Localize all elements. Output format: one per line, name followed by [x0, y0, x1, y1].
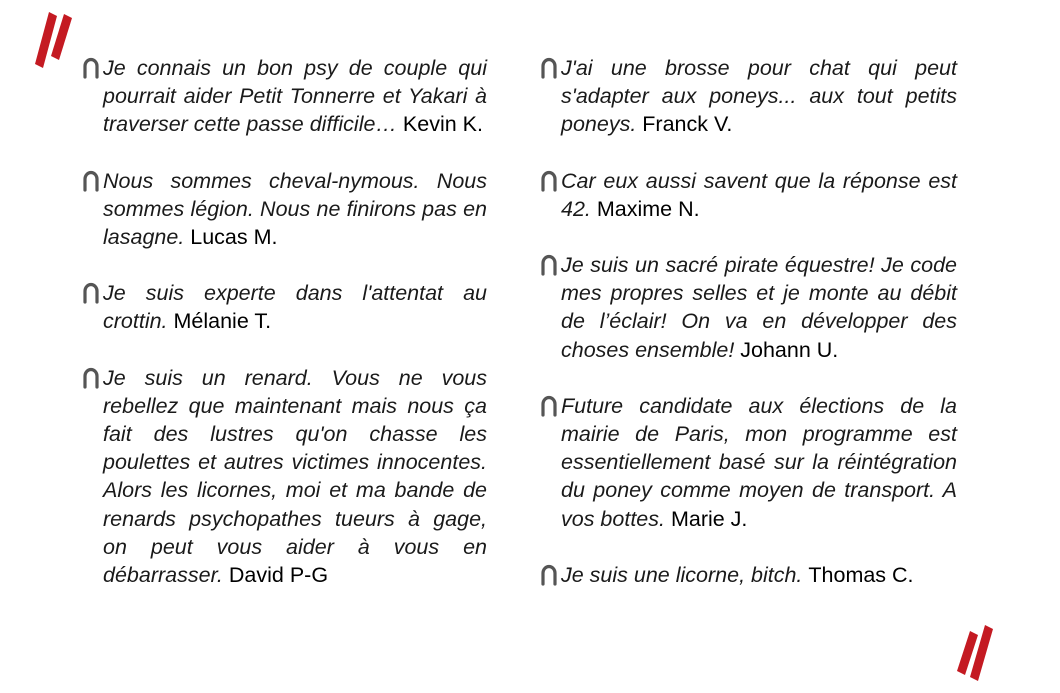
testimonial-quote: Future candidate aux élections de la mairie de Paris, mon programme est essentiellement basé sur la réintégration du poney comme moyen de transport. A vos bottes. — [561, 393, 957, 531]
testimonial-author: Thomas C. — [808, 562, 914, 587]
testimonial-quote: Car eux aussi savent que la réponse est 42. — [561, 168, 957, 221]
testimonial-quote: J'ai une brosse pour chat qui peut s'adapter aux poneys... aux tout petits poneys. — [561, 56, 957, 137]
testimonial-entry — [561, 392, 957, 533]
testimonial-author: Lucas M. — [190, 225, 278, 250]
testimonial-entry — [561, 54, 957, 139]
horseshoe-icon — [539, 170, 559, 192]
horseshoe-icon — [81, 282, 101, 304]
testimonial-quote: Je suis un renard. Vous ne vous rebellez que maintenant mais nous ça fait des lustres qu'on chasse les poulettes et autres victimes innocentes. Alors les licornes, moi et ma bande de renards psychopathes tueurs à gage, on peut vous aider à vous en débarrasser. — [103, 365, 487, 588]
horseshoe-icon — [539, 395, 559, 417]
horseshoe-icon — [539, 57, 559, 79]
testimonial-author: Kevin K. — [402, 112, 483, 137]
testimonial-author: Johann U. — [740, 337, 839, 362]
testimonial-author: Marie J. — [670, 506, 748, 531]
testimonial-entry — [561, 561, 957, 589]
horseshoe-icon — [539, 564, 559, 586]
testimonial-author: Franck V. — [642, 112, 733, 137]
testimonial-quote: Je suis un sacré pirate équestre! Je code mes propres selles et je monte au débit de l’éclair! On va en développer des choses ensemble! — [561, 253, 957, 362]
testimonial-quote: Je suis experte dans l'attentat au crottin. — [103, 281, 487, 334]
testimonial-quote: Nous sommes cheval-nymous. Nous sommes légion. Nous ne finirons pas en lasagne. — [103, 168, 487, 250]
horseshoe-icon — [81, 170, 101, 192]
testimonial-quote: Je suis une licorne, bitch. — [561, 562, 809, 587]
testimonial-entry — [103, 364, 487, 590]
left-testimonials-column — [103, 54, 487, 617]
testimonial-entry — [561, 167, 957, 223]
testimonial-author: Mélanie T. — [173, 309, 272, 334]
testimonial-author: David P-G — [228, 563, 329, 588]
testimonial-entry — [103, 54, 487, 139]
close-quote-icon — [952, 625, 998, 683]
testimonial-author: Maxime N. — [596, 196, 700, 221]
testimonial-entry — [561, 251, 957, 364]
horseshoe-icon — [81, 367, 101, 389]
open-quote-icon — [30, 12, 76, 70]
right-testimonials-column — [561, 54, 957, 617]
testimonial-quote: Je connais un bon psy de couple qui pourrait aider Petit Tonnerre et Yakari à traverser cette passe difficile… — [103, 56, 487, 137]
testimonial-entry — [103, 167, 487, 252]
horseshoe-icon — [539, 254, 559, 276]
horseshoe-icon — [81, 57, 101, 79]
testimonial-entry — [103, 279, 487, 335]
